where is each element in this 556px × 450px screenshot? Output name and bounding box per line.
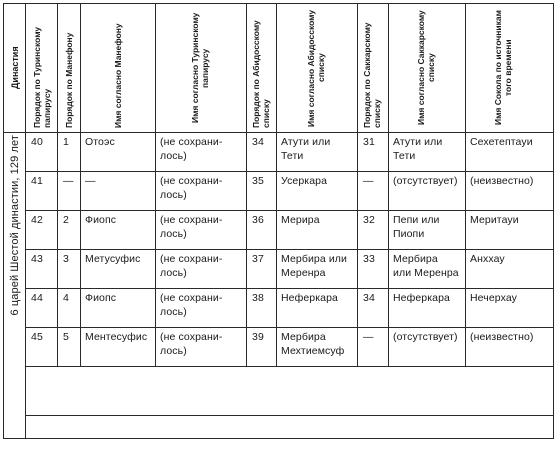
cell-saqqara-name: Мербира или Меренра <box>389 250 466 289</box>
cell-saqqara-order: — <box>358 328 389 367</box>
cell-manetho-name: — <box>81 172 156 211</box>
cell-manetho-name: Фиопс <box>81 289 156 328</box>
cell-manetho-name: Фиопс <box>81 211 156 250</box>
cell-abydos-order: 38 <box>247 289 277 328</box>
dynasty-label-cell <box>4 133 26 439</box>
empty-row <box>4 367 554 416</box>
cell-turin-order: 44 <box>26 289 58 328</box>
header-turin-order: Порядок по Туринскому папирусу <box>26 4 58 133</box>
cell-manetho-order: — <box>58 172 81 211</box>
cell-abydos-order: 34 <box>247 133 277 172</box>
cell-turin-order: 43 <box>26 250 58 289</box>
cell-turin-name: (не сохрани- лось) <box>156 133 247 172</box>
cell-saqqara-name: Неферкара <box>389 289 466 328</box>
table-row <box>4 133 554 172</box>
table-row <box>4 172 554 211</box>
cell-manetho-name: Отоэс <box>81 133 156 172</box>
header-saqqara-order: Порядок по Саккарскому списку <box>358 4 389 133</box>
cell-turin-name: (не сохрани- лось) <box>156 172 247 211</box>
cell-manetho-name: Ментесуфис <box>81 328 156 367</box>
cell-turin-order: 41 <box>26 172 58 211</box>
cell-manetho-order: 1 <box>58 133 81 172</box>
table-row <box>4 328 554 367</box>
cell-turin-name: (не сохрани- лось) <box>156 250 247 289</box>
cell-abydos-name: Неферкара <box>277 289 358 328</box>
cell-falcon-name: Меритауи <box>466 211 554 250</box>
cell-manetho-name: Метусуфис <box>81 250 156 289</box>
cell-saqqara-order: 33 <box>358 250 389 289</box>
header-saqqara-name: Имя согласно Саккарскому списку <box>389 4 466 133</box>
cell-saqqara-order: 32 <box>358 211 389 250</box>
table-row <box>4 211 554 250</box>
cell-saqqara-order: 34 <box>358 289 389 328</box>
empty-cell <box>26 367 554 416</box>
cell-turin-name: (не сохрани- лось) <box>156 211 247 250</box>
cell-turin-order: 40 <box>26 133 58 172</box>
cell-abydos-order: 39 <box>247 328 277 367</box>
header-falcon-name: Имя Сокола по источникам того времени <box>466 4 554 133</box>
cell-falcon-name: (неизвестно) <box>466 328 554 367</box>
table-row <box>4 289 554 328</box>
cell-falcon-name: (неизвестно) <box>466 172 554 211</box>
cell-abydos-name: Атути или Тети <box>277 133 358 172</box>
cell-manetho-order: 2 <box>58 211 81 250</box>
cell-abydos-order: 36 <box>247 211 277 250</box>
cell-abydos-order: 37 <box>247 250 277 289</box>
cell-manetho-order: 5 <box>58 328 81 367</box>
cell-falcon-name: Сехетептауи <box>466 133 554 172</box>
header-abydos-name: Имя согласно Абидосскому списку <box>277 4 358 133</box>
cell-falcon-name: Нечерхау <box>466 289 554 328</box>
cell-turin-name: (не сохрани- лось) <box>156 289 247 328</box>
cell-saqqara-order: — <box>358 172 389 211</box>
table-row <box>4 250 554 289</box>
cell-saqqara-name: (отсутствует) <box>389 328 466 367</box>
cell-abydos-name: Мерира <box>277 211 358 250</box>
dynasty-label: 6 царей Шестой династии, 129 лет <box>9 135 21 316</box>
cell-abydos-order: 35 <box>247 172 277 211</box>
cell-abydos-name: Усеркара <box>277 172 358 211</box>
cell-saqqara-order: 31 <box>358 133 389 172</box>
cell-saqqara-name: Пепи или Пиопи <box>389 211 466 250</box>
cell-turin-order: 42 <box>26 211 58 250</box>
empty-row <box>4 416 554 439</box>
cell-turin-name: (не сохрани- лось) <box>156 328 247 367</box>
header-manetho-name: Имя согласно Манефону <box>81 4 156 133</box>
header-dynasty: Династия <box>4 4 26 133</box>
cell-manetho-order: 4 <box>58 289 81 328</box>
header-row <box>4 4 554 133</box>
header-abydos-order: Порядок по Абидосскому списку <box>247 4 277 133</box>
cell-saqqara-name: (отсутствует) <box>389 172 466 211</box>
header-turin-name: Имя согласно Туринскому папирусу <box>156 4 247 133</box>
header-manetho-order: Порядок по Манефону <box>58 4 81 133</box>
cell-abydos-name: Мербира или Меренра <box>277 250 358 289</box>
empty-cell <box>26 416 554 439</box>
cell-manetho-order: 3 <box>58 250 81 289</box>
cell-saqqara-name: Атути или Тети <box>389 133 466 172</box>
dynasty-table <box>3 3 554 439</box>
cell-falcon-name: Анххау <box>466 250 554 289</box>
cell-turin-order: 45 <box>26 328 58 367</box>
cell-abydos-name: Мербира Мехтиемсуф <box>277 328 358 367</box>
